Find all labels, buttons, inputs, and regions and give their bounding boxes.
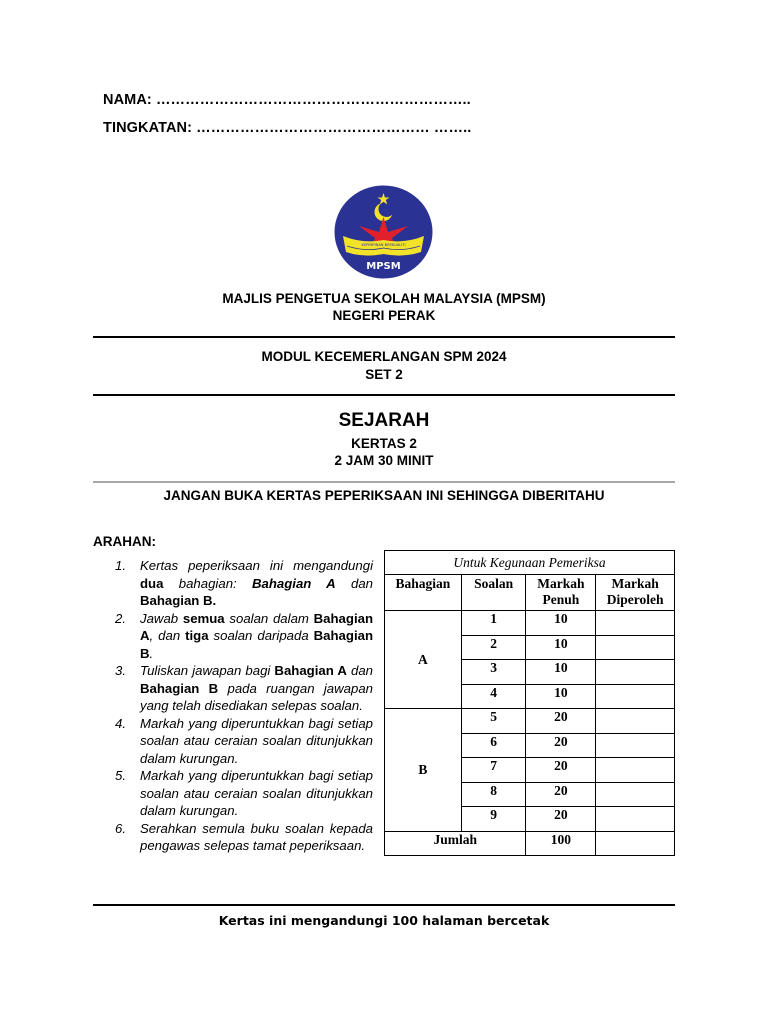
divider bbox=[93, 904, 675, 906]
total-value: 100 bbox=[526, 831, 596, 856]
full-mark-cell: 20 bbox=[526, 733, 596, 758]
organisation-state: NEGERI PERAK bbox=[332, 308, 436, 323]
question-cell: 7 bbox=[461, 758, 526, 783]
obtained-mark-cell[interactable] bbox=[596, 758, 675, 783]
full-mark-cell: 10 bbox=[526, 635, 596, 660]
full-mark-cell: 20 bbox=[526, 758, 596, 783]
instruction-item: 4. Markah yang diperuntukkan bagi setiap soalan atau ceraian soalan ditunjukkan dalam kurungan. bbox=[115, 715, 373, 766]
column-header: Markah Penuh bbox=[526, 575, 596, 611]
divider bbox=[93, 336, 675, 338]
logo-acronym: MPSM bbox=[366, 261, 401, 272]
organisation-name: MAJLIS PENGETUA SEKOLAH MALAYSIA (MPSM) bbox=[222, 291, 546, 306]
section-cell: B bbox=[385, 709, 462, 832]
divider bbox=[93, 394, 675, 396]
subject-title: SEJARAH bbox=[338, 410, 430, 431]
question-cell: 9 bbox=[461, 807, 526, 832]
obtained-mark-cell[interactable] bbox=[596, 733, 675, 758]
total-obtained-cell[interactable] bbox=[596, 831, 675, 856]
total-label: Jumlah bbox=[385, 831, 526, 856]
obtained-mark-cell[interactable] bbox=[596, 782, 675, 807]
instruction-item: 3. Tuliskan jawapan bagi Bahagian A dan Bahagian B pada ruangan jawapan yang telah disediakan selepas soalan. bbox=[115, 663, 373, 713]
module-set: SET 2 bbox=[365, 367, 403, 382]
total-row bbox=[385, 831, 675, 856]
full-mark-cell: 10 bbox=[526, 684, 596, 709]
question-cell: 8 bbox=[461, 782, 526, 807]
instruction-item: 5. Markah yang diperuntukkan bagi setiap soalan atau ceraian soalan ditunjukkan dalam kurungan. bbox=[115, 768, 373, 818]
obtained-mark-cell[interactable] bbox=[596, 611, 675, 636]
question-cell: 3 bbox=[461, 660, 526, 685]
page-count-note: Kertas ini mengandungi 100 halaman bercetak bbox=[218, 913, 550, 928]
instruction-item: 2. Jawab semua soalan dalam Bahagian A, dan tiga soalan daripada Bahagian B. bbox=[115, 610, 373, 661]
duration: 2 JAM 30 MINIT bbox=[334, 453, 434, 468]
examiner-table bbox=[384, 550, 675, 856]
divider bbox=[93, 481, 675, 483]
section-cell: A bbox=[385, 611, 462, 709]
question-cell: 4 bbox=[461, 684, 526, 709]
full-mark-cell: 20 bbox=[526, 782, 596, 807]
module-title: MODUL KECEMERLANGAN SPM 2024 bbox=[261, 349, 507, 364]
full-mark-cell: 10 bbox=[526, 660, 596, 685]
column-header: Bahagian bbox=[385, 575, 462, 611]
full-mark-cell: 20 bbox=[526, 709, 596, 734]
mpsm-logo bbox=[333, 184, 434, 280]
column-header: Markah Diperoleh bbox=[596, 575, 675, 611]
table-caption: Untuk Kegunaan Pemeriksa bbox=[385, 551, 675, 575]
warning-text: JANGAN BUKA KERTAS PEPERIKSAAN INI SEHINGGA DIBERITAHU bbox=[163, 488, 605, 503]
obtained-mark-cell[interactable] bbox=[596, 660, 675, 685]
obtained-mark-cell[interactable] bbox=[596, 684, 675, 709]
instruction-item: 6. Serahkan semula buku soalan kepada pengawas selepas tamat peperiksaan. bbox=[115, 820, 373, 853]
table-row bbox=[385, 709, 675, 734]
full-mark-cell: 10 bbox=[526, 611, 596, 636]
obtained-mark-cell[interactable] bbox=[596, 709, 675, 734]
obtained-mark-cell[interactable] bbox=[596, 635, 675, 660]
paper-number: KERTAS 2 bbox=[351, 436, 417, 451]
form-field[interactable]: TINGKATAN: ………………………………………… …….. bbox=[103, 120, 472, 136]
question-cell: 2 bbox=[461, 635, 526, 660]
instructions-list bbox=[115, 557, 373, 855]
full-mark-cell: 20 bbox=[526, 807, 596, 832]
question-cell: 6 bbox=[461, 733, 526, 758]
instructions-label: ARAHAN: bbox=[93, 534, 156, 549]
question-cell: 1 bbox=[461, 611, 526, 636]
name-field[interactable]: NAMA: ……………………………………………………….. bbox=[103, 92, 471, 108]
obtained-mark-cell[interactable] bbox=[596, 807, 675, 832]
instruction-item: 1. Kertas peperiksaan ini mengandungi dua bahagian: Bahagian A dan Bahagian B. bbox=[115, 558, 374, 608]
column-header: Soalan bbox=[461, 575, 526, 611]
table-row bbox=[385, 611, 675, 636]
logo-motto: KEPIMPINAN BERKUALITI bbox=[361, 243, 406, 247]
question-cell: 5 bbox=[461, 709, 526, 734]
